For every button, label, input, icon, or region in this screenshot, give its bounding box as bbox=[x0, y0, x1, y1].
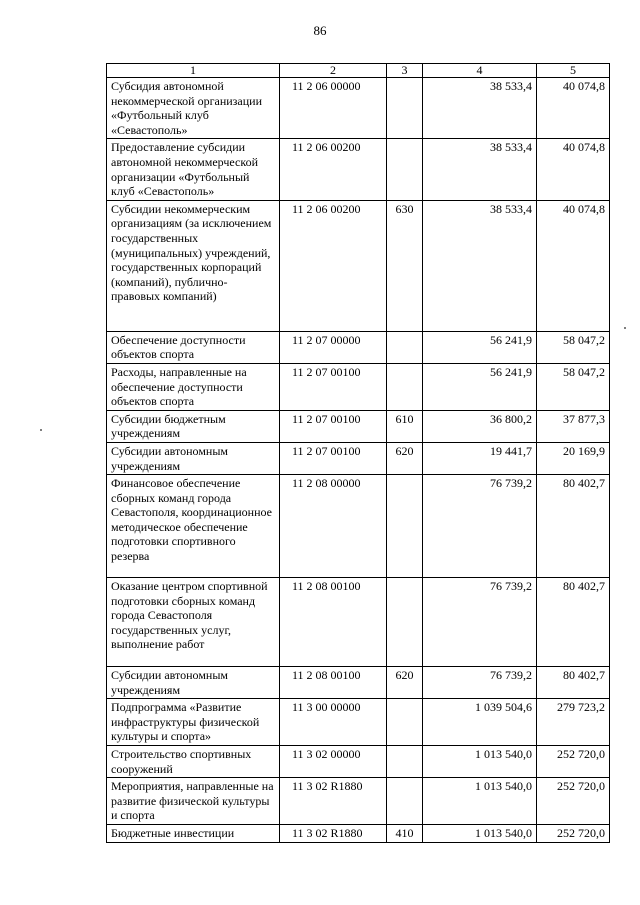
row-code: 11 3 02 R1880 bbox=[280, 778, 387, 825]
row-value-4: 76 739,2 bbox=[423, 578, 537, 667]
row-name: Субсидии автономным учреждениям bbox=[107, 442, 280, 474]
row-value-5: 80 402,7 bbox=[537, 475, 610, 578]
table-row bbox=[107, 746, 610, 778]
row-code: 11 3 02 R1880 bbox=[280, 825, 387, 843]
scan-speck bbox=[624, 327, 626, 329]
column-header-5: 5 bbox=[537, 64, 610, 78]
table-row bbox=[107, 331, 610, 363]
table-row bbox=[107, 363, 610, 410]
row-name: Субсидии некоммерческим организациям (за исключением государственных (муниципальных) учреждений, государственных корпораций (компаний), публично-правовых компаний) bbox=[107, 200, 280, 331]
row-value-4: 56 241,9 bbox=[423, 363, 537, 410]
row-value-4: 38 533,4 bbox=[423, 78, 537, 139]
row-code: 11 2 06 00200 bbox=[280, 139, 387, 200]
row-name: Субсидии бюджетным учреждениям bbox=[107, 410, 280, 442]
row-code: 11 2 07 00100 bbox=[280, 410, 387, 442]
row-value-4: 1 013 540,0 bbox=[423, 778, 537, 825]
row-expense-type bbox=[387, 746, 423, 778]
table-row bbox=[107, 699, 610, 746]
row-value-5: 252 720,0 bbox=[537, 825, 610, 843]
table-row bbox=[107, 410, 610, 442]
row-expense-type bbox=[387, 363, 423, 410]
row-value-5: 37 877,3 bbox=[537, 410, 610, 442]
row-code: 11 2 08 00000 bbox=[280, 475, 387, 578]
table-row bbox=[107, 667, 610, 699]
row-code: 11 2 08 00100 bbox=[280, 578, 387, 667]
row-value-5: 58 047,2 bbox=[537, 331, 610, 363]
row-code: 11 2 07 00100 bbox=[280, 442, 387, 474]
row-value-4: 38 533,4 bbox=[423, 139, 537, 200]
table-row bbox=[107, 78, 610, 139]
row-value-5: 252 720,0 bbox=[537, 746, 610, 778]
row-expense-type bbox=[387, 475, 423, 578]
table-row bbox=[107, 825, 610, 843]
row-value-4: 1 013 540,0 bbox=[423, 746, 537, 778]
column-header-4: 4 bbox=[423, 64, 537, 78]
row-expense-type: 620 bbox=[387, 667, 423, 699]
row-value-4: 1 039 504,6 bbox=[423, 699, 537, 746]
row-value-4: 56 241,9 bbox=[423, 331, 537, 363]
table-header-row bbox=[107, 64, 610, 78]
row-expense-type: 630 bbox=[387, 200, 423, 331]
row-value-5: 80 402,7 bbox=[537, 578, 610, 667]
row-expense-type: 610 bbox=[387, 410, 423, 442]
scan-speck bbox=[40, 429, 42, 431]
row-name: Расходы, направленные на обеспечение доступности объектов спорта bbox=[107, 363, 280, 410]
budget-table bbox=[106, 63, 610, 843]
table-row bbox=[107, 139, 610, 200]
row-name: Субсидия автономной некоммерческой организации «Футбольный клуб «Севастополь» bbox=[107, 78, 280, 139]
row-value-4: 1 013 540,0 bbox=[423, 825, 537, 843]
row-code: 11 3 00 00000 bbox=[280, 699, 387, 746]
column-header-1: 1 bbox=[107, 64, 280, 78]
row-value-5: 80 402,7 bbox=[537, 667, 610, 699]
row-value-4: 38 533,4 bbox=[423, 200, 537, 331]
row-name: Предоставление субсидии автономной некоммерческой организации «Футбольный клуб «Севастополь» bbox=[107, 139, 280, 200]
row-name: Субсидии автономным учреждениям bbox=[107, 667, 280, 699]
table-row bbox=[107, 475, 610, 578]
row-name: Мероприятия, направленные на развитие физической культуры и спорта bbox=[107, 778, 280, 825]
row-value-5: 40 074,8 bbox=[537, 139, 610, 200]
row-code: 11 3 02 00000 bbox=[280, 746, 387, 778]
row-value-5: 40 074,8 bbox=[537, 78, 610, 139]
table-row bbox=[107, 578, 610, 667]
page-number: 86 bbox=[313, 23, 327, 38]
row-value-5: 279 723,2 bbox=[537, 699, 610, 746]
column-header-2: 2 bbox=[280, 64, 387, 78]
row-expense-type bbox=[387, 78, 423, 139]
row-value-5: 40 074,8 bbox=[537, 200, 610, 331]
row-expense-type bbox=[387, 139, 423, 200]
row-name: Бюджетные инвестиции bbox=[107, 825, 280, 843]
row-code: 11 2 07 00000 bbox=[280, 331, 387, 363]
row-value-4: 76 739,2 bbox=[423, 667, 537, 699]
row-code: 11 2 08 00100 bbox=[280, 667, 387, 699]
row-value-5: 252 720,0 bbox=[537, 778, 610, 825]
row-expense-type bbox=[387, 578, 423, 667]
row-value-5: 20 169,9 bbox=[537, 442, 610, 474]
row-value-4: 36 800,2 bbox=[423, 410, 537, 442]
row-code: 11 2 06 00200 bbox=[280, 200, 387, 331]
row-name: Строительство спортивных сооружений bbox=[107, 746, 280, 778]
row-expense-type bbox=[387, 778, 423, 825]
row-name: Подпрограмма «Развитие инфраструктуры физической культуры и спорта» bbox=[107, 699, 280, 746]
row-expense-type bbox=[387, 699, 423, 746]
row-name: Оказание центром спортивной подготовки сборных команд города Севастополя государственных услуг, выполнение работ bbox=[107, 578, 280, 667]
row-code: 11 2 06 00000 bbox=[280, 78, 387, 139]
row-expense-type: 620 bbox=[387, 442, 423, 474]
table-row bbox=[107, 778, 610, 825]
row-name: Обеспечение доступности объектов спорта bbox=[107, 331, 280, 363]
row-code: 11 2 07 00100 bbox=[280, 363, 387, 410]
table-row bbox=[107, 442, 610, 474]
column-header-3: 3 bbox=[387, 64, 423, 78]
table-row bbox=[107, 200, 610, 331]
row-value-5: 58 047,2 bbox=[537, 363, 610, 410]
row-expense-type bbox=[387, 331, 423, 363]
row-expense-type: 410 bbox=[387, 825, 423, 843]
row-name: Финансовое обеспечение сборных команд города Севастополя, координационное методическое обеспечение подготовки спортивного резерва bbox=[107, 475, 280, 578]
row-value-4: 76 739,2 bbox=[423, 475, 537, 578]
row-value-4: 19 441,7 bbox=[423, 442, 537, 474]
